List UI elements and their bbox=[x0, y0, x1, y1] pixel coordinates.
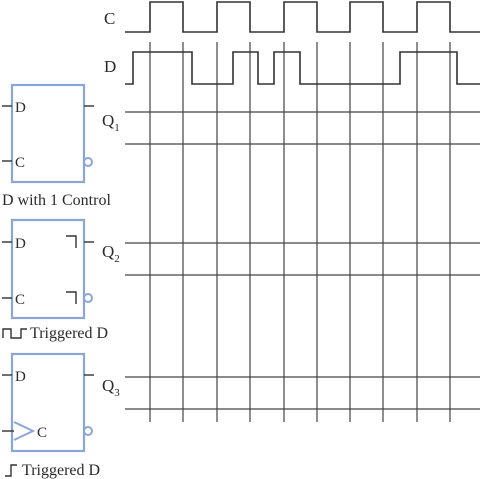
edge-triggered-d-symbol bbox=[2, 354, 100, 479]
c-pin-label: C bbox=[15, 155, 26, 171]
q-bar-bubble bbox=[84, 158, 92, 166]
rising-edge-icon bbox=[5, 465, 17, 476]
d-pin-label: D bbox=[15, 100, 26, 116]
clock-label: C bbox=[104, 9, 116, 28]
d-pin-label: D bbox=[15, 236, 26, 252]
data-waveform bbox=[125, 52, 480, 84]
c-pin-label: C bbox=[37, 425, 48, 441]
dynamic-input-triangle bbox=[14, 422, 33, 440]
pulse-symbol-icon bbox=[3, 329, 27, 338]
q1-label: $Q_1$ bbox=[102, 111, 120, 134]
data-label: D bbox=[104, 57, 117, 76]
postponed-output-mark bbox=[66, 236, 76, 248]
q-bar-bubble bbox=[84, 294, 92, 302]
d-latch-symbol bbox=[2, 85, 111, 209]
q3-label: $Q_3$ bbox=[102, 376, 120, 399]
q2-label: $Q_2$ bbox=[102, 242, 120, 265]
d-pin-label: D bbox=[15, 369, 26, 385]
edge-ff-caption: Triggered D bbox=[22, 462, 101, 479]
postponed-output-mark bbox=[66, 292, 76, 304]
q-bar-bubble bbox=[84, 427, 92, 435]
pulse-triggered-d-symbol bbox=[2, 220, 108, 342]
output-reference-lines bbox=[125, 112, 480, 409]
pulse-ff-caption: Triggered D bbox=[30, 325, 109, 342]
c-pin-label: C bbox=[15, 292, 26, 308]
latch-caption: D with 1 Control bbox=[2, 192, 111, 209]
clock-edge-lines bbox=[150, 42, 450, 422]
clock-waveform bbox=[125, 2, 480, 32]
